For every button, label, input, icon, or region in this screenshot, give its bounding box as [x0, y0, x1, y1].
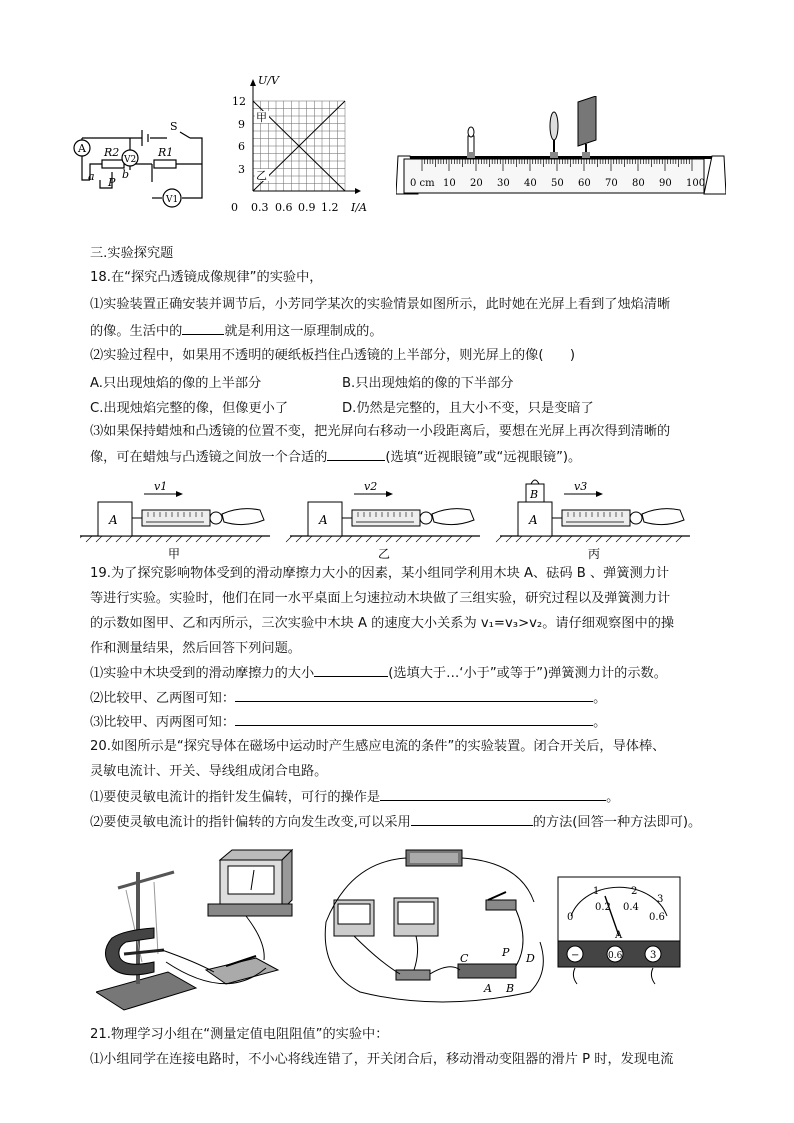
friction-panel: [496, 480, 690, 561]
voltmeter-v2-label: V2: [124, 155, 137, 165]
rheostat-c-label: C: [460, 952, 469, 965]
q21-p1: ⑴小组同学在连接电路时，不小心将线连错了，开关闭合后，移动滑动变阻器的滑片 P 时，发现电流: [90, 1052, 674, 1067]
q21-stem: 21.物理学习小组在“测量定值电阻阻值”的实验中：: [90, 1027, 389, 1042]
q19-blank-2[interactable]: [235, 689, 593, 702]
rheostat-a-label: A: [484, 982, 492, 995]
q20-p1a: ⑴要使灵敏电流计的指针发生偏转，可行的操作是: [90, 790, 381, 805]
bench-scale-label: 30: [497, 178, 510, 189]
q18-p1-line2: [90, 322, 383, 341]
r1-label: R1: [158, 146, 174, 159]
slider-p-label: P: [108, 176, 116, 189]
q20-p2b: 的方法(回答一种方法即可)。: [532, 815, 702, 830]
q19-p1a: ⑴实验中木块受到的滑动摩擦力的大小: [90, 666, 315, 681]
panel-caption: 乙: [378, 547, 391, 561]
q19-line1: 19.为了探究影响物体受到的滑动摩擦力大小的因素，某小组同学利用木块 A、砝码 B 、弹簧测力计: [90, 566, 670, 581]
q19-p1b: (选填大于…‘小于”或等于”)弹簧测力计的示数。: [388, 666, 667, 681]
measurement-circuit: [320, 842, 550, 1012]
y-tick-3: 3: [238, 163, 245, 176]
x-axis-label: I/A: [351, 201, 367, 214]
q20-p2a: ⑵要使灵敏电流计的指针偏转的方向发生改变,可以采用: [90, 815, 411, 830]
bench-scale-label: 80: [632, 178, 645, 189]
block-label: A: [109, 513, 118, 527]
optical-bench: [396, 96, 726, 196]
point-a-label: a: [88, 170, 95, 183]
q20-line2: 灵敏电流计、开关、导线组成闭合电路。: [90, 764, 328, 779]
ammeter-label: A: [78, 142, 86, 155]
ui-graph: [218, 74, 378, 216]
bench-scale-label: 40: [524, 178, 537, 189]
line-yi-label: 乙: [256, 169, 267, 182]
q18-option-d[interactable]: D.仍然是完整的，且大小不变，只是变暗了: [342, 401, 594, 416]
spring-scale: [352, 510, 420, 526]
panel-caption: 丙: [588, 547, 601, 561]
q18-p1-line2b: 就是利用这一原理制成的。: [224, 324, 383, 339]
switch-label: S: [170, 120, 178, 133]
ammeter-face: [557, 876, 681, 988]
y-axis-label: U/V: [258, 74, 279, 87]
q19-p2b: 。: [593, 691, 607, 706]
bench-scale-label: 100: [686, 178, 706, 189]
spring-scale: [142, 510, 210, 526]
ammeter-scale-0-4: 0.4: [623, 902, 639, 913]
terminal-0-6: 0.6: [608, 951, 623, 961]
point-b-label: b: [122, 168, 130, 181]
x-tick-0: 0: [231, 201, 238, 214]
q18-blank-1[interactable]: [182, 322, 224, 335]
q19-blank-3[interactable]: [235, 713, 593, 726]
x-tick-1-2: 1.2: [321, 201, 339, 214]
terminal-3: 3: [650, 950, 657, 961]
voltmeter-v1-label: V1: [166, 195, 179, 205]
hand: [222, 509, 264, 525]
rheostat-p-label: P: [502, 946, 510, 959]
q19-line2: 等进行实验。实验时，他们在同一水平桌面上匀速拉动木块做了三组实验，研究过程以及弹簧测力计: [90, 591, 671, 606]
velocity-label: v1: [154, 480, 168, 493]
q20-line1: 20.如图所示是“探究导体在磁场中运动时产生感应电流的条件”的实验装置。闭合开关后，导体棒、: [90, 739, 666, 754]
q18-p3-line2a: 像，可在蜡烛与凸透镜之间放一个合适的: [90, 450, 328, 465]
q18-p2: ⑵实验过程中，如果用不透明的硬纸板挡住凸透镜的上半部分，则光屏上的像( ): [90, 348, 576, 363]
q18-p1-line2a: 的像。生活中的: [90, 324, 183, 339]
bench-scale-label: 60: [578, 178, 591, 189]
ammeter-scale-0-2: 0.2: [595, 902, 611, 913]
q18-p1-line1: ⑴实验装置正确安装并调节后，小芳同学某次的实验情景如图所示，此时她在光屏上看到了烛焰清晰: [90, 297, 671, 312]
q18-option-a[interactable]: A.只出现烛焰的像的上半部分: [90, 376, 262, 391]
panel-caption: 甲: [168, 547, 181, 561]
bench-scale-label: 90: [659, 178, 672, 189]
q18-p3-line2b: (选填“近视眼镜”或“远视眼镜”)。: [385, 450, 582, 465]
spring-scale: [562, 510, 630, 526]
rheostat-b-label: B: [506, 982, 515, 995]
q19-p2a: ⑵比较甲、乙两图可知：: [90, 691, 236, 706]
ammeter-scale-0-6: 0.6: [649, 912, 665, 923]
q18-option-c[interactable]: C.出现烛焰完整的像，但像更小了: [90, 401, 289, 416]
friction-panel: [286, 480, 480, 561]
q20-p1: [90, 788, 619, 807]
q19-line3: 的示数如图甲、乙和丙所示，三次实验中木块 A 的速度大小关系为 v₁=v₃>v₂。请仔细观察图中的操: [90, 616, 675, 631]
q18-stem: 18.在“探究凸透镜成像规律”的实验中，: [90, 270, 323, 285]
ammeter-scale-0: 0: [567, 912, 574, 923]
q18-p3-line2: [90, 448, 581, 467]
q19-p1: [90, 664, 667, 683]
q20-p2: [90, 813, 701, 832]
velocity-label: v2: [364, 480, 378, 493]
section-title: 三.实验探究题: [90, 246, 174, 261]
x-tick-0-9: 0.9: [298, 201, 316, 214]
q20-blank-1[interactable]: [380, 788, 606, 801]
q18-p3-line1: ⑶如果保持蜡烛和凸透镜的位置不变，把光屏向右移动一小段距离后，要想在光屏上再次得到清晰的: [90, 424, 671, 439]
r2-label: R2: [104, 146, 120, 159]
induction-apparatus: [96, 842, 306, 1022]
ammeter-top-1: 1: [593, 886, 600, 897]
line-jia-label: 甲: [256, 111, 267, 124]
q19-p3a: ⑶比较甲、丙两图可知：: [90, 715, 236, 730]
terminal-minus: −: [571, 950, 580, 961]
q19-p3b: 。: [593, 715, 607, 730]
bench-scale-label: 50: [551, 178, 564, 189]
block-label: A: [319, 513, 328, 527]
x-tick-0-3: 0.3: [251, 201, 269, 214]
bench-scale-label: 20: [470, 178, 483, 189]
ammeter-unit: A: [615, 930, 623, 941]
q20-p1b: 。: [606, 790, 620, 805]
q20-blank-2[interactable]: [411, 813, 533, 826]
q19-p2: [90, 689, 606, 708]
bench-scale-label: 70: [605, 178, 618, 189]
q19-line4: 作和测量结果，然后回答下列问题。: [90, 641, 301, 656]
y-tick-6: 6: [238, 140, 245, 153]
bench-scale-label: 0 cm: [410, 178, 435, 189]
x-tick-0-6: 0.6: [275, 201, 293, 214]
ammeter-top-3: 3: [657, 894, 664, 905]
q19-p3: [90, 713, 606, 732]
velocity-label: v3: [574, 480, 588, 493]
block-label: A: [529, 513, 538, 527]
bench-scale-label: 10: [443, 178, 456, 189]
friction-panel: [80, 480, 270, 561]
friction-figure: [80, 474, 720, 562]
hand: [432, 509, 474, 525]
rheostat-d-label: D: [526, 952, 535, 965]
circuit-diagram: [62, 110, 212, 210]
ammeter-top-2: 2: [631, 886, 638, 897]
q18-option-b[interactable]: B.只出现烛焰的像的下半部分: [342, 376, 514, 391]
q18-blank-2[interactable]: [327, 448, 385, 461]
q19-blank-1[interactable]: [314, 664, 388, 677]
y-tick-9: 9: [238, 118, 245, 131]
y-tick-12: 12: [232, 95, 246, 108]
hand: [642, 509, 684, 525]
weight-label: B: [530, 488, 539, 501]
